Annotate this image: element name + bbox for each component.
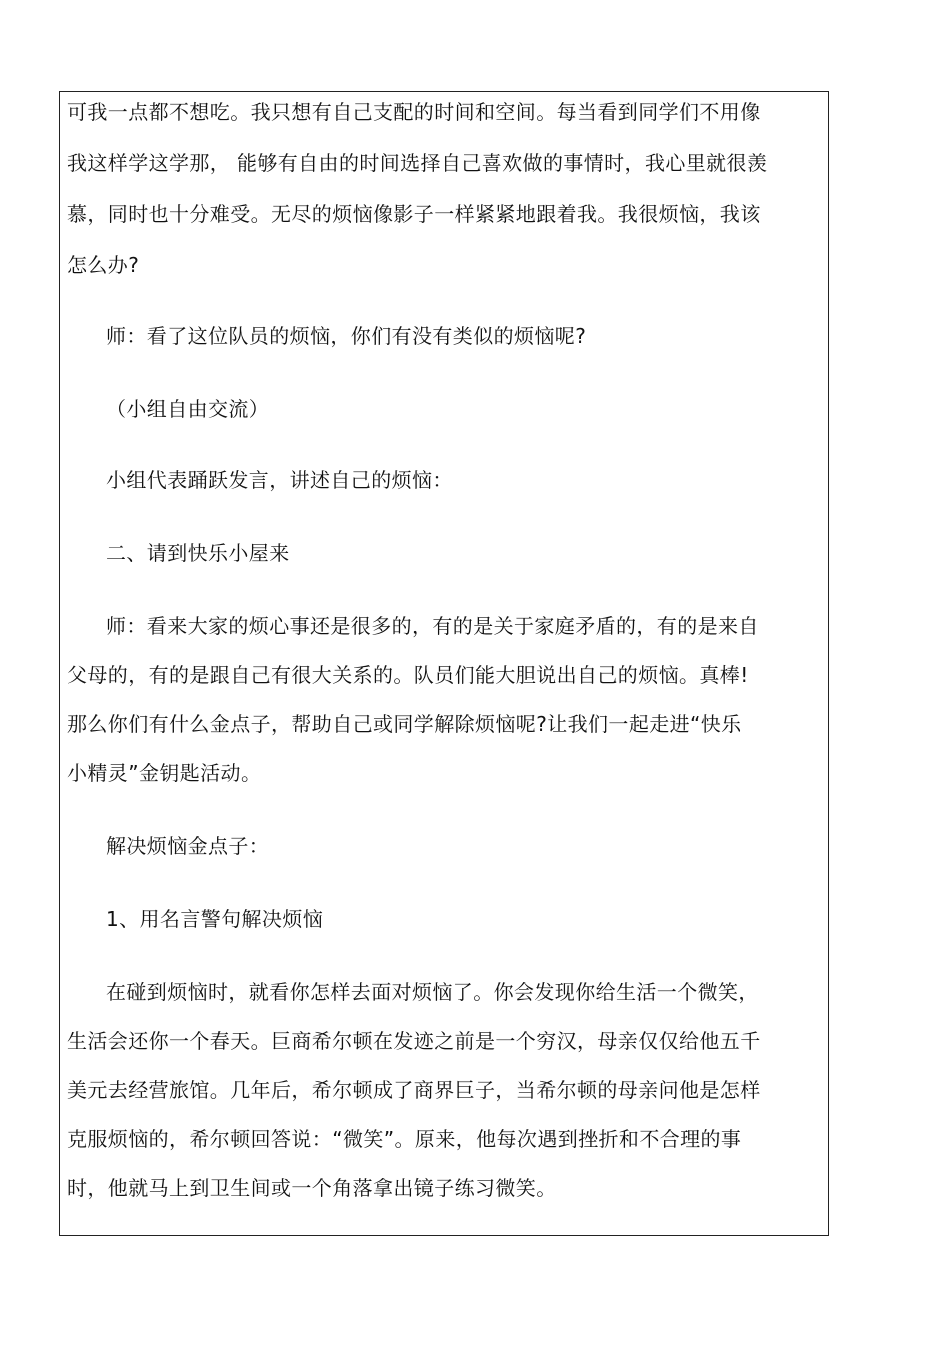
text-line: 克服烦恼的，希尔顿回答说：“微笑”。原来，他每次遇到挫折和不合理的事 <box>67 1127 742 1151</box>
text-line: 生活会还你一个春天。巨商希尔顿在发迹之前是一个穷汉，母亲仅仅给他五千 <box>67 1029 761 1053</box>
teacher-paragraph: 师：看了这位队员的烦恼，你们有没有类似的烦恼呢? <box>106 324 587 348</box>
text-line: 慕，同时也十分难受。无尽的烦恼像影子一样紧紧地跟着我。我很烦恼，我该 <box>67 202 761 226</box>
subheading: 解决烦恼金点子： <box>106 834 270 858</box>
group-discussion-note: （小组自由交流） <box>106 397 270 421</box>
text-line: 小精灵”金钥匙活动。 <box>67 761 262 785</box>
text-line: 在碰到烦恼时，就看你怎样去面对烦恼了。你会发现你给生活一个微笑， <box>106 980 759 1004</box>
text-line: 那么你们有什么金点子，帮助自己或同学解除烦恼呢?让我们一起走进“快乐 <box>67 712 742 736</box>
text-line: 我这样学这学那， 能够有自由的时间选择自己喜欢做的事情时，我心里就很羡 <box>67 151 768 175</box>
section-heading: 二、请到快乐小屋来 <box>106 541 290 565</box>
text-line: 可我一点都不想吃。我只想有自己支配的时间和空间。每当看到同学们不用像 <box>67 100 761 124</box>
text-line: 父母的，有的是跟自己有很大关系的。队员们能大胆说出自己的烦恼。真棒! <box>67 663 749 687</box>
text-line: 师：看来大家的烦心事还是很多的，有的是关于家庭矛盾的，有的是来自 <box>106 614 759 638</box>
text-line: 时，他就马上到卫生间或一个角落拿出镜子练习微笑。 <box>67 1176 557 1200</box>
group-representative-paragraph: 小组代表踊跃发言，讲述自己的烦恼： <box>106 468 453 492</box>
text-line: 怎么办? <box>67 253 140 277</box>
text-line: 美元去经营旅馆。几年后，希尔顿成了商界巨子，当希尔顿的母亲问他是怎样 <box>67 1078 761 1102</box>
numbered-item: 1、用名言警句解决烦恼 <box>106 907 324 931</box>
